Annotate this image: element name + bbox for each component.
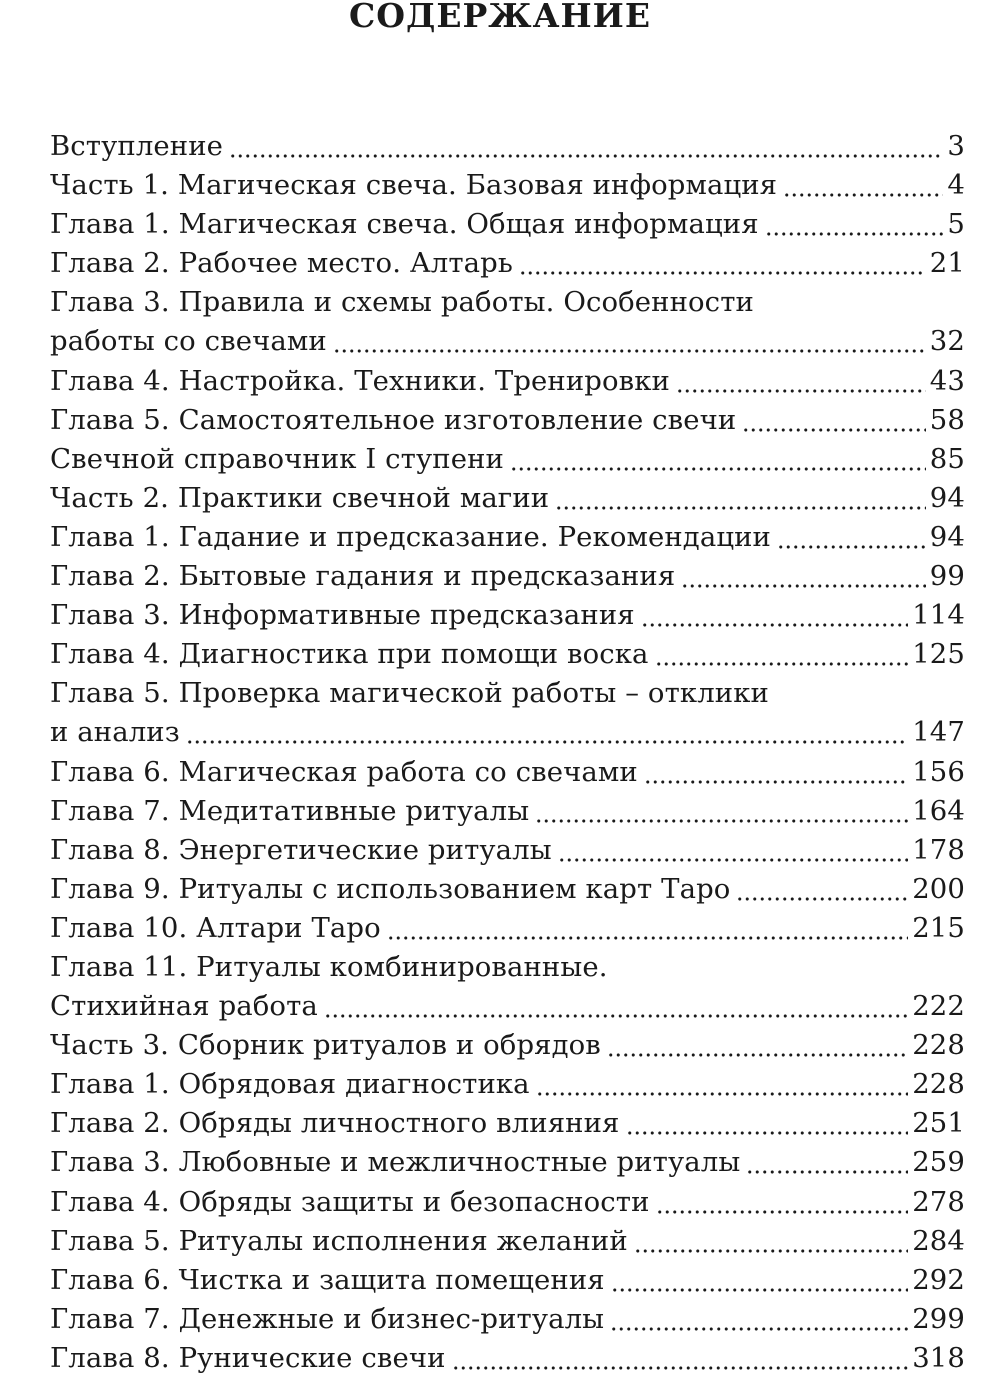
toc-page-number: 228 <box>912 1068 965 1101</box>
toc-entry-title: Вступление <box>50 130 224 162</box>
toc-entry-line <box>50 1065 965 1104</box>
dot-leader <box>783 192 943 198</box>
dot-leader <box>324 1013 908 1019</box>
toc-entry[interactable] <box>50 283 965 361</box>
toc-entry-title: Глава 5. Ритуалы исполнения желаний <box>50 1224 628 1257</box>
toc-page-number: 94 <box>929 520 965 553</box>
toc-page-number: 3 <box>947 130 965 162</box>
toc-entry-line <box>50 713 965 752</box>
toc-entry[interactable] <box>50 635 965 674</box>
dot-leader <box>644 779 908 785</box>
dot-leader <box>229 153 943 159</box>
toc-entry-line <box>50 1183 965 1222</box>
toc-entry[interactable] <box>50 479 965 518</box>
toc-page-number: 164 <box>912 794 965 827</box>
toc-entry-line <box>50 127 965 166</box>
page-title: СОДЕРЖАНИЕ <box>348 0 651 35</box>
toc-page-number: 284 <box>912 1224 965 1257</box>
toc-entry[interactable] <box>50 401 965 440</box>
dot-leader <box>333 348 926 354</box>
toc-entry[interactable] <box>50 1300 965 1339</box>
toc-entry-line <box>50 792 965 831</box>
table-of-contents <box>50 127 965 1378</box>
toc-entry[interactable] <box>50 870 965 909</box>
dot-leader <box>655 661 909 667</box>
dot-leader <box>536 1091 909 1097</box>
dot-leader <box>681 583 926 589</box>
toc-entry[interactable] <box>50 1183 965 1222</box>
toc-entry-title: Глава 4. Настройка. Техники. Тренировки <box>50 364 670 397</box>
toc-entry[interactable] <box>50 1222 965 1261</box>
toc-entry-title: Свечной справочник I ступени <box>50 442 504 475</box>
toc-entry[interactable] <box>50 440 965 479</box>
toc-entry-title: Глава 11. Ритуалы комбинированные. <box>50 950 608 983</box>
toc-entry-line <box>50 987 965 1026</box>
toc-entry[interactable] <box>50 557 965 596</box>
dot-leader <box>452 1365 909 1371</box>
toc-entry-title: Глава 5. Проверка магической работы – отклики <box>50 677 769 710</box>
toc-page-number: 156 <box>912 755 965 788</box>
dot-leader <box>186 739 908 745</box>
toc-entry-line <box>50 870 965 909</box>
toc-entry-line-wrapped <box>50 283 965 322</box>
dot-leader <box>510 466 926 472</box>
toc-page-number: 125 <box>912 638 965 671</box>
toc-entry-line <box>50 635 965 674</box>
toc-entry-line <box>50 166 965 205</box>
toc-entry-title: Глава 1. Обрядовая диагностика <box>50 1068 530 1101</box>
toc-entry-line <box>50 557 965 596</box>
toc-entry[interactable] <box>50 753 965 792</box>
dot-leader <box>611 1287 909 1293</box>
toc-entry-title: Глава 1. Гадание и предсказание. Рекомендации <box>50 520 771 553</box>
toc-entry[interactable] <box>50 596 965 635</box>
dot-leader <box>777 544 926 550</box>
toc-page-number: 147 <box>912 716 965 749</box>
dot-leader <box>558 857 908 863</box>
toc-entry-title: Глава 3. Правила и схемы работы. Особенности <box>50 286 754 319</box>
toc-entry[interactable] <box>50 1065 965 1104</box>
toc-entry-title: Глава 9. Ритуалы с использованием карт Таро <box>50 872 731 905</box>
toc-page-number: 278 <box>912 1185 965 1218</box>
toc-entry[interactable] <box>50 948 965 1026</box>
toc-entry-title: Глава 8. Рунические свечи <box>50 1341 446 1374</box>
toc-entry-title: Глава 2. Бытовые гадания и предсказания <box>50 560 676 593</box>
toc-entry-title: Глава 6. Магическая работа со свечами <box>50 755 638 788</box>
toc-entry-line <box>50 1143 965 1182</box>
toc-entry-title: Глава 7. Медитативные ритуалы <box>50 794 530 827</box>
toc-entry-title: Стихийная работа <box>50 990 318 1023</box>
toc-entry-line <box>50 479 965 518</box>
toc-entry[interactable] <box>50 1143 965 1182</box>
dot-leader <box>736 896 908 902</box>
toc-entry-title: Часть 1. Магическая свеча. Базовая информация <box>50 169 778 202</box>
dot-leader <box>742 427 925 433</box>
dot-leader <box>746 1169 908 1175</box>
toc-entry-line <box>50 440 965 479</box>
dot-leader <box>641 622 908 628</box>
toc-entry-line <box>50 205 965 244</box>
dot-leader <box>610 1326 908 1332</box>
toc-entry-line <box>50 831 965 870</box>
toc-entry-line <box>50 362 965 401</box>
toc-entry-line <box>50 401 965 440</box>
toc-entry[interactable] <box>50 166 965 205</box>
toc-page-number: 32 <box>929 325 965 358</box>
toc-page-number: 4 <box>947 169 965 202</box>
toc-entry-title: Часть 3. Сборник ритуалов и обрядов <box>50 1029 601 1062</box>
toc-entry[interactable] <box>50 831 965 870</box>
dot-leader <box>634 1248 908 1254</box>
toc-entry[interactable] <box>50 205 965 244</box>
toc-entry-title: Глава 6. Чистка и защита помещения <box>50 1263 605 1296</box>
toc-page-number: 99 <box>929 560 965 593</box>
toc-entry-title: Глава 4. Обряды защиты и безопасности <box>50 1185 650 1218</box>
toc-page-number: 228 <box>912 1029 965 1062</box>
toc-entry[interactable] <box>50 909 965 948</box>
toc-page-number: 43 <box>929 364 965 397</box>
toc-entry-line <box>50 1261 965 1300</box>
toc-entry-title: Глава 4. Диагностика при помощи воска <box>50 638 649 671</box>
toc-entry-line <box>50 1300 965 1339</box>
toc-page-number: 5 <box>947 208 965 241</box>
toc-entry-line-wrapped <box>50 948 965 987</box>
toc-entry-title: Глава 10. Алтари Таро <box>50 911 381 944</box>
toc-entry-title: Глава 2. Рабочее место. Алтарь <box>50 247 513 280</box>
toc-entry[interactable] <box>50 127 965 166</box>
toc-entry-line <box>50 909 965 948</box>
toc-entry-line <box>50 1222 965 1261</box>
toc-entry[interactable] <box>50 362 965 401</box>
toc-entry-line <box>50 518 965 557</box>
dot-leader <box>535 818 908 824</box>
toc-entry-title: Глава 2. Обряды личностного влияния <box>50 1107 620 1140</box>
dot-leader <box>626 1130 909 1136</box>
toc-entry-title: Глава 1. Магическая свеча. Общая информация <box>50 208 759 241</box>
dot-leader <box>387 935 908 941</box>
toc-entry[interactable] <box>50 1339 965 1378</box>
toc-page-number: 251 <box>912 1107 965 1140</box>
dot-leader <box>656 1209 909 1215</box>
toc-entry[interactable] <box>50 1261 965 1300</box>
toc-entry[interactable] <box>50 792 965 831</box>
toc-entry-line <box>50 1104 965 1143</box>
toc-page-number: 85 <box>929 442 965 475</box>
toc-entry[interactable] <box>50 1104 965 1143</box>
toc-entry[interactable] <box>50 518 965 557</box>
toc-entry-line <box>50 1026 965 1065</box>
toc-page-number: 215 <box>912 911 965 944</box>
toc-page-number: 299 <box>912 1302 965 1335</box>
toc-entry-title: Глава 5. Самостоятельное изготовление свечи <box>50 403 737 436</box>
toc-entry-line-wrapped <box>50 674 965 713</box>
toc-entry-title: Часть 2. Практики свечной магии <box>50 481 550 514</box>
toc-entry-line <box>50 322 965 361</box>
toc-entry-title: Глава 7. Денежные и бизнес-ритуалы <box>50 1302 605 1335</box>
dot-leader <box>765 231 944 237</box>
toc-entry[interactable] <box>50 244 965 283</box>
toc-page-number: 94 <box>929 481 965 514</box>
toc-entry-line <box>50 1339 965 1378</box>
toc-entry-title: Глава 3. Любовные и межличностные ритуалы <box>50 1146 741 1179</box>
dot-leader <box>519 270 926 276</box>
toc-page-number: 114 <box>912 599 965 632</box>
toc-page-number: 21 <box>929 247 965 280</box>
toc-entry[interactable] <box>50 1026 965 1065</box>
dot-leader <box>555 505 926 511</box>
toc-page-number: 292 <box>912 1263 965 1296</box>
toc-page-number: 58 <box>929 403 965 436</box>
toc-entry-title: Глава 8. Энергетические ритуалы <box>50 833 552 866</box>
toc-entry-line <box>50 244 965 283</box>
toc-entry-title: работы со свечами <box>50 325 327 358</box>
toc-entry-line <box>50 753 965 792</box>
toc-page-number: 259 <box>912 1146 965 1179</box>
toc-entry[interactable] <box>50 674 965 752</box>
dot-leader <box>676 388 926 394</box>
toc-entry-title: Глава 3. Информативные предсказания <box>50 599 635 632</box>
dot-leader <box>607 1052 908 1058</box>
toc-page-number: 178 <box>912 833 965 866</box>
toc-entry-title: и анализ <box>50 716 180 749</box>
toc-page-number: 200 <box>912 872 965 905</box>
toc-page-number: 222 <box>912 990 965 1023</box>
toc-entry-line <box>50 596 965 635</box>
toc-page-number: 318 <box>912 1341 965 1374</box>
